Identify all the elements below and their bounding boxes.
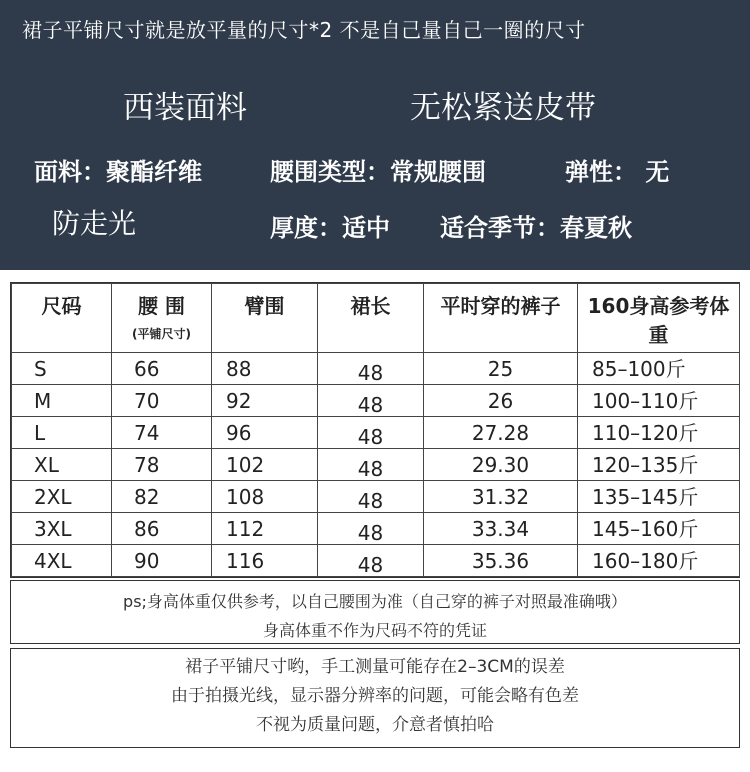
cell-length: 48 — [318, 417, 424, 449]
cell-arm: 112 — [212, 513, 318, 545]
cell-length: 48 — [318, 353, 424, 385]
header-weight: 160身高参考体重 — [578, 284, 740, 353]
cell-waist: 70 — [112, 385, 212, 417]
product-info-header — [0, 0, 750, 270]
header-arm: 臂围 — [212, 284, 318, 353]
reference-note — [10, 580, 740, 644]
header-waist-label: 腰 围 — [138, 294, 185, 318]
cell-waist: 82 — [112, 481, 212, 513]
cell-waist: 78 — [112, 449, 212, 481]
cell-arm: 108 — [212, 481, 318, 513]
disclaimer-line-1: 裙子平铺尺寸哟，手工测量可能存在2–3CM的误差 — [185, 657, 565, 677]
table-row — [12, 385, 740, 417]
cell-arm: 116 — [212, 545, 318, 577]
cell-arm: 102 — [212, 449, 318, 481]
reference-note-line-2: 身高体重不作为尺码不符的凭证 — [262, 621, 487, 640]
spec-season: 适合季节：春夏秋 — [440, 214, 632, 242]
size-table — [10, 282, 740, 578]
cell-waist: 86 — [112, 513, 212, 545]
cell-length: 48 — [318, 449, 424, 481]
cell-length: 48 — [318, 513, 424, 545]
cell-weight: 110–120斤 — [578, 417, 740, 449]
cell-pants: 31.32 — [424, 481, 578, 513]
cell-arm: 88 — [212, 353, 318, 385]
cell-weight: 85–100斤 — [578, 353, 740, 385]
cell-pants: 29.30 — [424, 449, 578, 481]
table-row — [12, 513, 740, 545]
table-header-row — [12, 284, 740, 353]
cell-weight: 135–145斤 — [578, 481, 740, 513]
spec-fabric: 面料：聚酯纤维 — [34, 158, 202, 186]
cell-size: S — [12, 353, 112, 385]
spec-waist-type: 腰围类型：常规腰围 — [270, 158, 486, 186]
feature-fabric: 西装面料 — [123, 90, 247, 126]
cell-length: 48 — [318, 385, 424, 417]
table-row — [12, 449, 740, 481]
table-row — [12, 545, 740, 577]
cell-size: 3XL — [12, 513, 112, 545]
cell-waist: 90 — [112, 545, 212, 577]
header-length: 裙长 — [318, 284, 424, 353]
cell-size: XL — [12, 449, 112, 481]
spec-elastic: 弹性： 无 — [565, 158, 670, 186]
disclaimer-note — [10, 648, 740, 748]
feature-anti-exposure: 防走光 — [52, 207, 137, 240]
cell-size: M — [12, 385, 112, 417]
cell-size: 2XL — [12, 481, 112, 513]
disclaimer-line-3: 不视为质量问题，介意者慎拍哈 — [256, 715, 494, 735]
table-row — [12, 353, 740, 385]
cell-pants: 27.28 — [424, 417, 578, 449]
table-row — [12, 417, 740, 449]
cell-size: L — [12, 417, 112, 449]
table-row — [12, 481, 740, 513]
disclaimer-line-2: 由于拍摄光线，显示器分辨率的问题，可能会略有色差 — [171, 686, 579, 706]
cell-pants: 25 — [424, 353, 578, 385]
feature-belt: 无松紧送皮带 — [410, 90, 596, 126]
header-pants: 平时穿的裤子 — [424, 284, 578, 353]
cell-weight: 100–110斤 — [578, 385, 740, 417]
header-size: 尺码 — [12, 284, 112, 353]
cell-pants: 35.36 — [424, 545, 578, 577]
cell-length: 48 — [318, 545, 424, 577]
cell-arm: 92 — [212, 385, 318, 417]
cell-weight: 120–135斤 — [578, 449, 740, 481]
measurement-note: 裙子平铺尺寸就是放平量的尺寸*2 不是自己量自己一圈的尺寸 — [22, 18, 586, 42]
cell-arm: 96 — [212, 417, 318, 449]
cell-weight: 160–180斤 — [578, 545, 740, 577]
header-waist-sub: (平铺尺寸) — [132, 327, 191, 341]
header-waist — [112, 284, 212, 353]
cell-pants: 26 — [424, 385, 578, 417]
cell-waist: 66 — [112, 353, 212, 385]
reference-note-line-1: ps;身高体重仅供参考，以自己腰围为准（自己穿的裤子对照最准确哦） — [123, 592, 627, 611]
spec-thickness: 厚度：适中 — [270, 214, 390, 242]
cell-pants: 33.34 — [424, 513, 578, 545]
cell-weight: 145–160斤 — [578, 513, 740, 545]
cell-size: 4XL — [12, 545, 112, 577]
cell-waist: 74 — [112, 417, 212, 449]
cell-length: 48 — [318, 481, 424, 513]
